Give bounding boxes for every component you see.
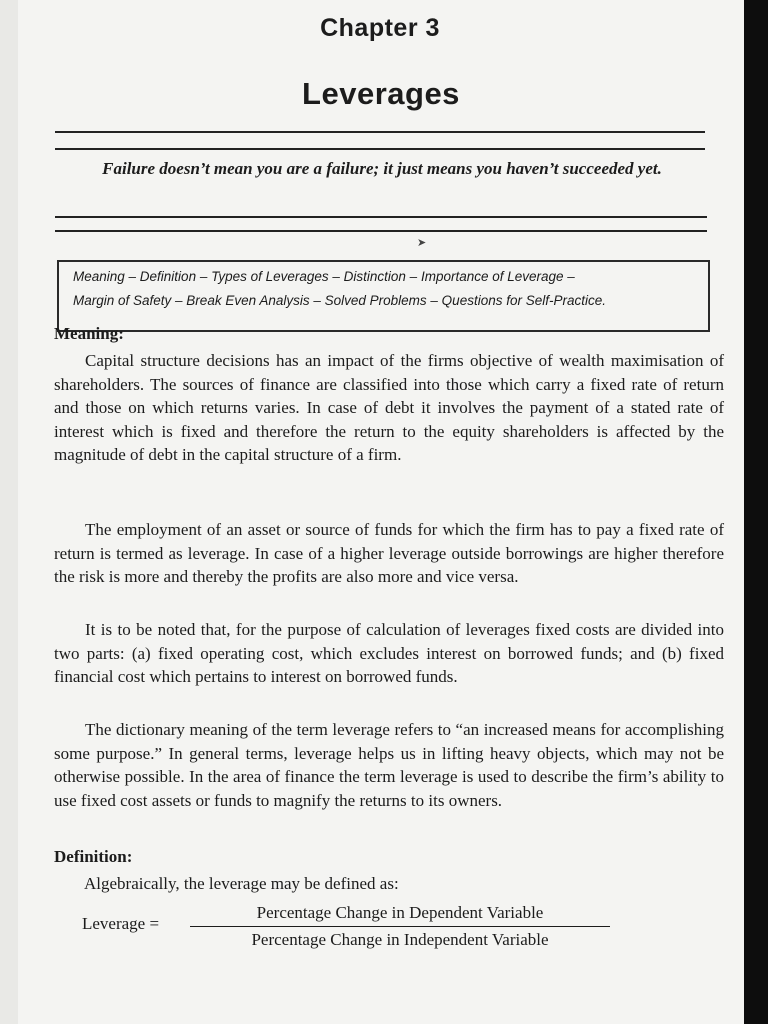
leverage-formula [82,900,642,960]
contents-line: Meaning – Definition – Types of Leverages – Distinction – Importance of Leverage – [73,269,575,284]
epigraph-quote: Failure doesn’t mean you are a failure; it just means you haven’t succeeded yet. [102,159,662,178]
body-paragraph: It is to be noted that, for the purpose of calculation of leverages fixed costs are divided into two parts: (a) fixed operating cost, which excludes interest on borrowed funds; and (b) fixed financial cost which pertains to interest on borrowed funds. [54,620,724,686]
formula-numerator: Percentage Change in Dependent Variable [256,903,544,922]
section-heading-meaning: Meaning: [54,324,124,343]
chapter-label: Chapter 3 [320,14,440,42]
divider-rule [55,230,707,232]
formula-denominator: Percentage Change in Independent Variable [251,930,549,949]
chapter-contents-box [57,260,710,332]
formula-lhs: Leverage = [82,914,160,933]
body-paragraph: Capital structure decisions has an impact of the firms objective of wealth maximisation of shareholders. The sources of finance are classified into those which carry a fixed rate of return and those on which returns varies. In case of debt it involves the payment of a stated rate of interest which is fixed and therefore the return to the equity shareholders is affected by the magnitude of debt in the capital structure of a firm. [54,351,724,464]
divider-rule [55,216,707,218]
section-heading-definition: Definition: [54,847,133,866]
definition-intro: Algebraically, the leverage may be defined as: [84,874,399,893]
body-paragraph: The employment of an asset or source of funds for which the firm has to pay a fixed rate of return is termed as leverage. In case of a higher leverage outside borrowings are higher therefore the risk is more and thereby the profits are also more and vice versa. [54,520,724,586]
ornament-icon: ➤ [417,237,427,249]
body-paragraph: The dictionary meaning of the term leverage refers to “an increased means for accomplishing some purpose.” In general terms, leverage helps us in lifting heavy objects, which may not be otherwise possible. In the area of finance the term leverage is used to describe the firm’s ability to use fixed cost assets or funds to magnify the returns to its owners. [54,720,724,810]
page-edge-right [744,0,768,1024]
divider-rule [55,131,705,133]
divider-rule [55,148,705,150]
formula-fraction [190,900,610,953]
chapter-title: Leverages [302,76,460,111]
contents-line: Margin of Safety – Break Even Analysis – Solved Problems – Questions for Self-Practice. [73,293,606,308]
